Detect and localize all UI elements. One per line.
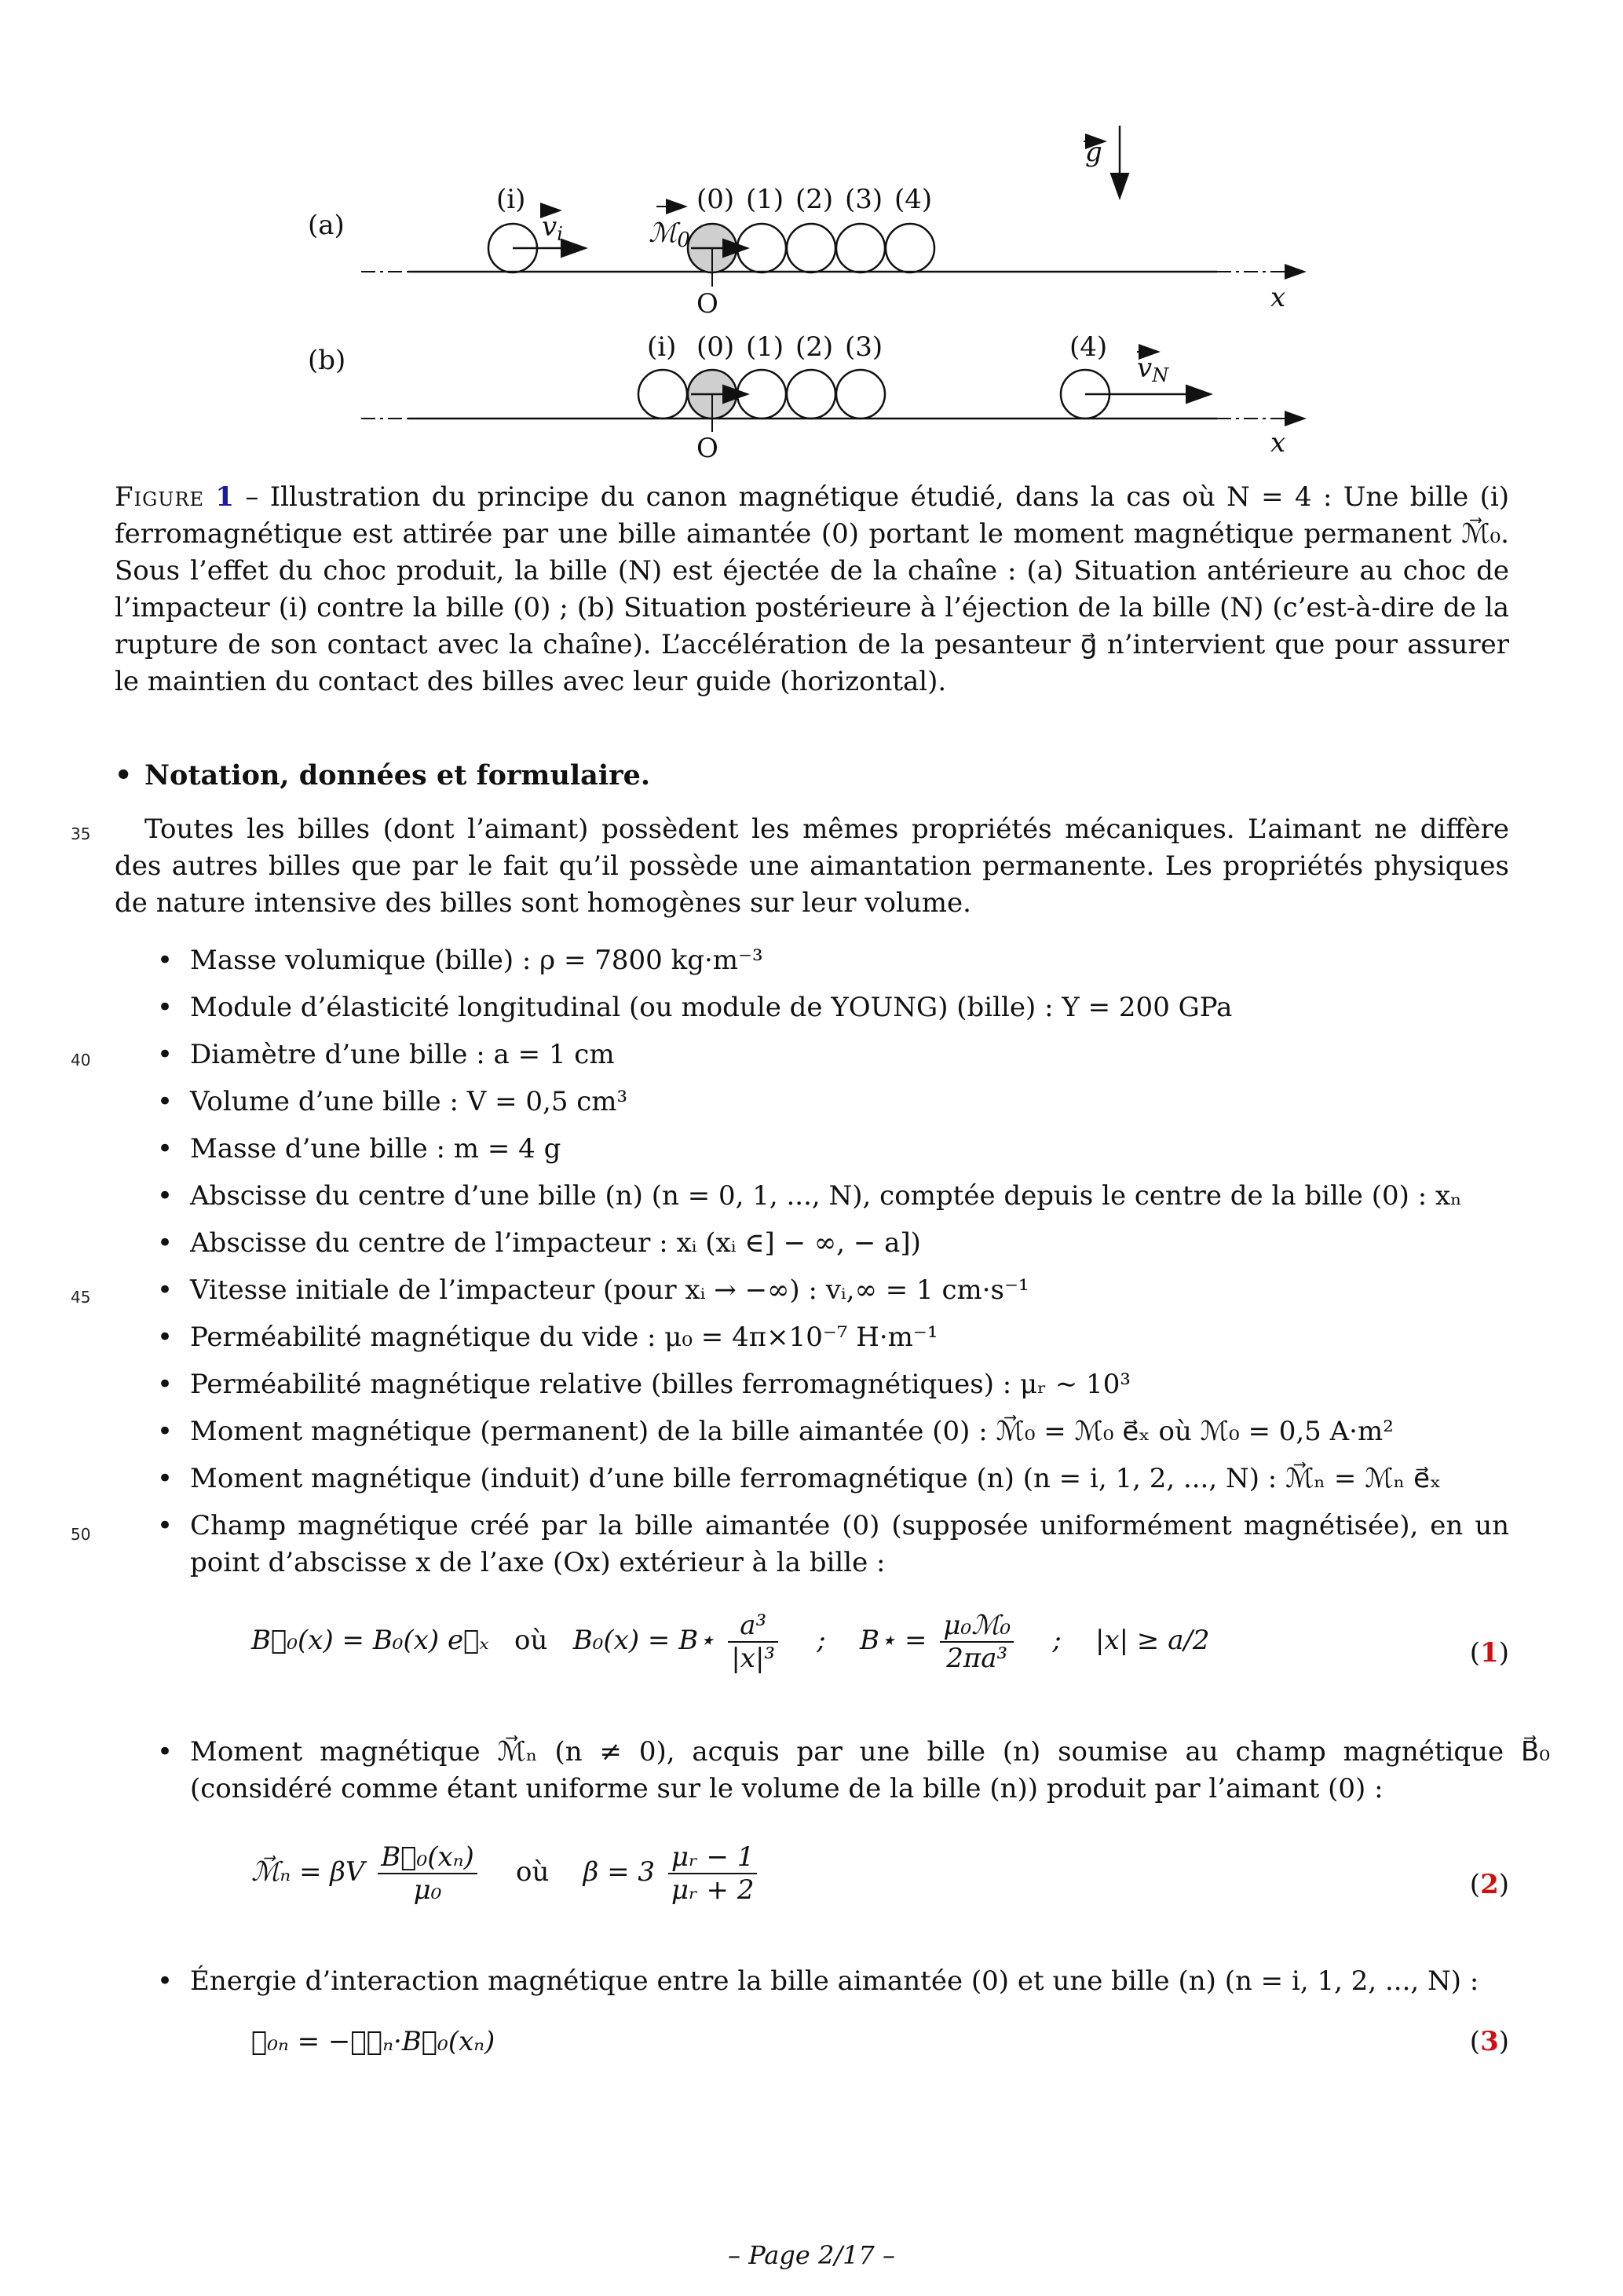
velocity-vn-label: vN xyxy=(1137,353,1169,386)
ball-label-i-a: (i) xyxy=(496,184,526,215)
list-item: • Perméabilité magnétique du vide : μ₀ = 4π×10⁻⁷ H·m⁻¹ xyxy=(149,1319,1509,1356)
ball-4-a xyxy=(886,224,934,272)
line-number-50: 50 xyxy=(71,1525,91,1544)
eq1-bstar: B⋆ = xyxy=(859,1625,927,1656)
eq1-fraction-2: $\frac{\text{μ₀ℳ₀}}{\text{2πa³}}$ xyxy=(940,1610,1014,1674)
ball-2-a xyxy=(787,224,835,272)
list-item: • Module d’élasticité longitudinal (ou module de YOUNG) (bille) : Y = 200 GPa xyxy=(149,989,1509,1026)
label-b: (b) xyxy=(308,345,346,376)
intro-paragraph: Toutes les billes (dont l’aimant) possèdent les mêmes propriétés mécaniques. L’aimant ne diffère des autres billes que par le fait qu’il possède une aimantation permanente. Les propriétés physiques de nature intensive des billes sont homogènes sur leur volume. xyxy=(115,813,1509,919)
caption-number: 1 xyxy=(215,481,235,513)
origin-label-b: O xyxy=(696,433,718,463)
ball-impactor-b xyxy=(638,370,687,419)
equation-number-3: (3) xyxy=(1469,2026,1509,2057)
magnetic-cannon-diagram xyxy=(283,118,1343,463)
list-item: • Champ magnétique créé par la bille aimantée (0) (supposée uniformément magnétisée), en un point d’abscisse x de l’axe (Ox) extérieur à la bille : xyxy=(149,1508,1509,1581)
list-item: • Abscisse du centre d’une bille (n) (n = 0, 1, ..., N), comptée depuis le centre de la bille (0) : xₙ xyxy=(149,1178,1509,1215)
eq1-fraction-1: $\frac{\text{a³}}{\text{|x|³}}$ xyxy=(728,1610,778,1674)
list-item: • Perméabilité magnétique relative (billes ferromagnétiques) : μᵣ ∼ 10³ xyxy=(149,1366,1509,1403)
equation-number-2: (2) xyxy=(1469,1869,1509,1900)
ball-label-2-b: (2) xyxy=(795,331,834,363)
ball-label-3-b: (3) xyxy=(845,331,883,363)
ball-label-0-b: (0) xyxy=(696,331,735,363)
caption-prefix: Figure xyxy=(115,481,205,513)
list-item: • Diamètre d’une bille : a = 1 cm xyxy=(149,1036,1509,1073)
equation-3: ℰ₀ₙ = −ℳ⃗ₙ·B⃗₀(xₙ) xyxy=(251,2026,495,2057)
eq1-where: où xyxy=(514,1625,548,1656)
list-item-interaction-energy: • Énergie d’interaction magnétique entre la bille aimantée (0) et une bille (n) (n = i, 1, 2, ..., N) : xyxy=(149,1963,1550,2000)
equation-number-1: (1) xyxy=(1469,1637,1509,1669)
ball-label-0-a: (0) xyxy=(696,184,735,215)
axis-x-b: x xyxy=(1270,427,1286,459)
ball-label-4-b: (4) xyxy=(1069,331,1108,363)
list-item-induced-moment: • Moment magnétique ℳ⃗ₙ (n ≠ 0), acquis par une bille (n) soumise au champ magnétique B⃗₀ (considéré comme étant uniforme sur le volume de la bille (n)) produit par l’aimant (0) : xyxy=(149,1734,1550,1808)
line-number-40: 40 xyxy=(71,1051,91,1069)
ball-label-2-a: (2) xyxy=(795,184,834,215)
figure-1 xyxy=(283,118,1343,463)
equation-1 xyxy=(251,1610,1210,1674)
list-item: • Vitesse initiale de l’impacteur (pour xᵢ → −∞) : vᵢ,∞ = 1 cm·s⁻¹ xyxy=(149,1272,1509,1309)
eq2-fraction-2: $\frac{\text{μᵣ − 1}}{\text{μᵣ + 2}}$ xyxy=(668,1841,758,1906)
figure-caption xyxy=(115,479,1509,700)
ball-3-a xyxy=(836,224,885,272)
page-footer: – Page 2/17 – xyxy=(728,2240,895,2270)
eq2-beta: β = 3 xyxy=(583,1856,656,1888)
ball-label-1-b: (1) xyxy=(746,331,784,363)
eq2-lhs: ℳ⃗ₙ = βV xyxy=(251,1856,365,1888)
ball-label-4-a: (4) xyxy=(894,184,933,215)
list-item: • Moment magnétique (permanent) de la bille aimantée (0) : ℳ⃗₀ = ℳ₀ e⃗ₓ où ℳ₀ = 0,5 A·m² xyxy=(149,1413,1509,1450)
list-item: • Volume d’une bille : V = 0,5 cm³ xyxy=(149,1084,1509,1121)
section-bullet: • xyxy=(115,759,133,792)
list-item: • Moment magnétique (induit) d’une bille ferromagnétique (n) (n = i, 1, 2, ..., N) : ℳ⃗ₙ = ℳₙ e⃗ₓ xyxy=(149,1461,1509,1497)
axis-x-a: x xyxy=(1270,282,1286,313)
line-number-45: 45 xyxy=(71,1288,91,1307)
section-heading xyxy=(115,759,650,792)
velocity-vi-label: vi xyxy=(542,211,563,245)
eq1-condition: |x| ≥ a/2 xyxy=(1095,1625,1210,1656)
data-list xyxy=(149,942,1509,1592)
origin-label-a: O xyxy=(696,288,718,320)
ball-label-i-b: (i) xyxy=(647,331,677,363)
eq1-b0: B₀(x) = B⋆ xyxy=(572,1625,715,1656)
eq1-sep2: ; xyxy=(1052,1625,1062,1656)
moment-m0-label: ℳ0 xyxy=(649,218,690,252)
caption-text: – Illustration du principe du canon magnétique étudié, dans la cas où N = 4 : Une bille (i) ferromagnétique est attirée par une bille aimantée (0) portant le moment magnétique permanent ℳ⃗₀. Sous l’effet du choc produit, la bille (N) est éjectée de la chaîne : (a) Situation antérieure au choc de l’impacteur (i) contre la bille (0) ; (b) Situation postérieure à l’éjection de la bille (N) (c’est-à-dire de la rupture de son contact avec la chaîne). L’accélération de la pesanteur g⃗ n’intervient que pour assurer le maintien du contact des billes avec leur guide (horizontal). xyxy=(115,481,1509,697)
ball-3-b xyxy=(836,370,885,419)
section-title: Notation, données et formulaire. xyxy=(144,759,651,792)
label-a: (a) xyxy=(308,210,345,241)
list-item: • Abscisse du centre de l’impacteur : xᵢ (xᵢ ∈] − ∞, − a]) xyxy=(149,1225,1509,1262)
gravity-label: g xyxy=(1085,137,1102,168)
eq2-fraction-1: $\frac{\text{B⃗₀(xₙ)}}{\text{μ₀}}$ xyxy=(378,1841,477,1906)
eq2-where: où xyxy=(516,1856,550,1888)
eq1-lhs: B⃗₀(x) = B₀(x) e⃗ₓ xyxy=(251,1625,489,1656)
eq1-sep1: ; xyxy=(817,1625,826,1656)
ball-label-3-a: (3) xyxy=(845,184,883,215)
equation-2 xyxy=(251,1841,762,1906)
list-item: • Masse volumique (bille) : ρ = 7800 kg·m⁻³ xyxy=(149,942,1509,979)
list-item: • Masse d’une bille : m = 4 g xyxy=(149,1131,1509,1168)
ball-2-b xyxy=(787,370,835,419)
line-number-35: 35 xyxy=(71,824,91,843)
ball-label-1-a: (1) xyxy=(746,184,784,215)
